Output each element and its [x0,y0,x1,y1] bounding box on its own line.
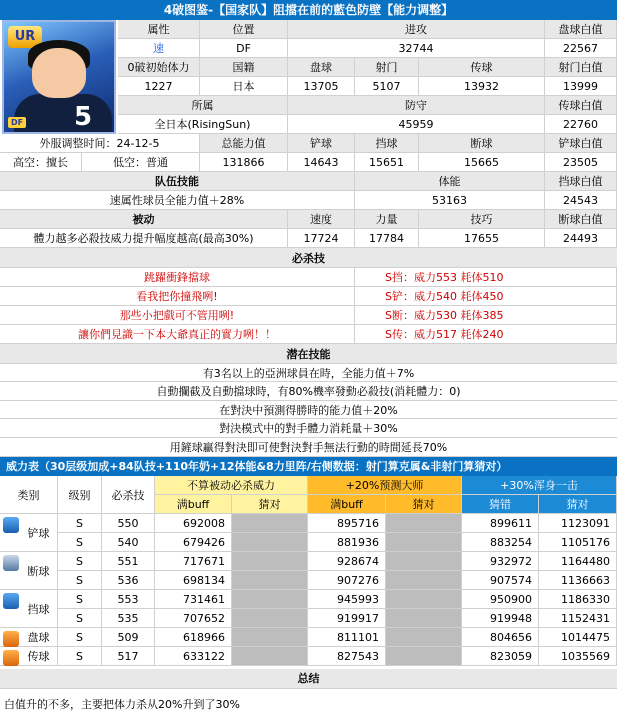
category-cell: 断球 [0,552,58,590]
block-value: 15651 [355,153,419,172]
pass-label: 传球 [419,58,545,77]
cell-e: 804656 [462,628,539,647]
special-title: 必杀技 [0,248,617,268]
summary-text: 白值升的不多，主要把体力杀从20%升到了30% [4,698,240,711]
shoot-white-value: 13999 [545,77,617,96]
total-value: 131866 [200,153,288,172]
cell-level: S [58,647,102,666]
tackle-icon [3,517,19,533]
intercept-value: 15665 [419,153,545,172]
block-white-value: 24543 [545,191,617,210]
summary-title: 总结 [0,669,617,689]
tackle-white-value: 23505 [545,153,617,172]
category-cell: 传球 [0,647,58,666]
latent-item-2: 自動攔截及自動擋球時，有80%機率發動必殺技(消耗體力：0) [0,382,617,401]
pass-value: 13932 [419,77,545,96]
power-table-title: 威力表（30层级加成+84队技+110年奶+12体能&8力里阵/右侧数据：射门算克属&非射门算猜对） [0,457,617,476]
cell-e: 919948 [462,609,539,628]
table-row [58,647,617,666]
cell-a: 707652 [155,609,232,628]
defense-value: 45959 [288,115,545,134]
tackle-white-label: 铲球白值 [545,134,617,153]
cell-c: 945993 [308,590,386,609]
passive-value: 體力越多必殺技威力提升幅度越高(最高30%) [0,229,288,248]
cell-level: S [58,533,102,552]
cell-empty [386,514,462,533]
dribble-label: 盘球 [288,58,355,77]
col-category: 类别 [0,476,58,514]
tackle-label: 铲球 [288,134,355,153]
cell-skill: 550 [102,514,155,533]
power-value: 17784 [355,229,419,248]
cell-f: 1123091 [539,514,617,533]
power-label: 力量 [355,210,419,229]
cell-empty [232,647,308,666]
defense-label: 防守 [288,96,545,115]
cell-f: 1186330 [539,590,617,609]
passive-label: 被动 [0,210,288,229]
pass-white-label: 传球白值 [545,96,617,115]
special-info-1: S挡：威力553 耗体510 [355,268,617,287]
category-cell: 挡球 [0,590,58,628]
tackle-value: 14643 [288,153,355,172]
cell-c: 928674 [308,552,386,571]
cell-a: 731461 [155,590,232,609]
special-name-1: 跳躍衝鋒擋球 [0,268,355,287]
intercept-white-value: 24493 [545,229,617,248]
speed-label: 速度 [288,210,355,229]
table-row [58,609,617,628]
cell-e: 907574 [462,571,539,590]
cell-f: 1105176 [539,533,617,552]
team-value: 全日本(RisingSun) [118,115,288,134]
team-skill-value: 速属性球员全能力值＋28% [0,191,355,210]
special-name-2: 看我把你撞飛咧! [0,287,355,306]
cell-empty [232,590,308,609]
cell-e: 823059 [462,647,539,666]
cell-e: 899611 [462,514,539,533]
cell-f: 1035569 [539,647,617,666]
pass-white-value: 22760 [545,115,617,134]
cell-empty [232,533,308,552]
init-stamina-label: 0破初始体力 [118,58,200,77]
cell-skill: 535 [102,609,155,628]
cell-c: 881936 [308,533,386,552]
shoot-white-label: 射门白值 [545,58,617,77]
cell-level: S [58,628,102,647]
nation-value: 日本 [200,77,288,96]
player-card-image [2,20,116,134]
intercept-white-label: 断球白值 [545,210,617,229]
cell-empty [386,590,462,609]
cell-skill: 540 [102,533,155,552]
cell-skill: 553 [102,590,155,609]
cell-c: 827543 [308,647,386,666]
cell-f: 1136663 [539,571,617,590]
cell-a: 717671 [155,552,232,571]
high-ball: 高空：擅长 [0,153,82,172]
category-cell: 盘球 [0,628,58,647]
player-face [32,48,86,98]
latent-item-4: 對決模式中的對手體力消耗量＋30% [0,419,617,438]
group-predict: +20%预测大师 [308,476,462,495]
cell-empty [386,628,462,647]
cell-f: 1014475 [539,628,617,647]
table-row [58,571,617,590]
table-row [58,514,617,533]
cell-c: 895716 [308,514,386,533]
cell-f: 1164480 [539,552,617,571]
cell-skill: 536 [102,571,155,590]
team-label: 所属 [118,96,288,115]
latent-item-1: 有3名以上的亞洲球員在時，全能力值＋7% [0,364,617,382]
dribble-white-value: 22567 [545,39,617,58]
nation-label: 国籍 [200,58,288,77]
cell-level: S [58,514,102,533]
special-name-4: 讓你們見識一下本大爺真正的實力咧！！ [0,325,355,344]
technique-value: 17655 [419,229,545,248]
cell-empty [386,571,462,590]
cell-level: S [58,590,102,609]
col-level: 级别 [58,476,102,514]
sub-guess-2: 猜对 [386,495,462,514]
speed-value: 17724 [288,229,355,248]
sub-guess-1: 猜对 [232,495,308,514]
group-no-passive: 不算被动必杀威力 [155,476,308,495]
special-info-3: S断：威力530 耗体385 [355,306,617,325]
jersey [14,94,112,134]
cell-empty [232,571,308,590]
init-stamina-value: 1227 [118,77,200,96]
sub-full-1: 满buff [155,495,232,514]
block-icon [3,593,19,609]
cell-c: 919917 [308,609,386,628]
group-all-out: +30%浑身一击 [462,476,617,495]
block-white-label: 挡球白值 [545,172,617,191]
cell-e: 932972 [462,552,539,571]
cell-empty [386,552,462,571]
shoot-value: 5107 [355,77,419,96]
cell-empty [232,609,308,628]
cell-skill: 517 [102,647,155,666]
table-row [58,628,617,647]
category-cell: 铲球 [0,514,58,552]
dribble-value: 13705 [288,77,355,96]
cell-level: S [58,609,102,628]
table-row [58,533,617,552]
jersey-number: 5 [74,102,93,132]
cell-empty [386,609,462,628]
cell-empty [386,533,462,552]
table-row [58,552,617,571]
attack-value: 32744 [288,39,545,58]
cell-empty [386,647,462,666]
cell-empty [232,552,308,571]
pass-icon [3,650,19,666]
team-skill-label: 队伍技能 [0,172,355,191]
technique-label: 技巧 [419,210,545,229]
sub-wrong-3: 猜错 [462,495,539,514]
latent-title: 潜在技能 [0,344,617,364]
cell-a: 692008 [155,514,232,533]
sub-full-2: 满buff [308,495,386,514]
sub-guess-3: 猜对 [539,495,617,514]
attack-label: 进攻 [288,20,545,39]
attr-label: 属性 [118,20,200,39]
special-info-4: S传：威力517 耗体240 [355,325,617,344]
low-ball: 低空：普通 [82,153,200,172]
cell-e: 883254 [462,533,539,552]
cell-c: 811101 [308,628,386,647]
cell-empty [232,628,308,647]
cell-level: S [58,552,102,571]
cell-empty [232,514,308,533]
dribble-icon [3,631,19,647]
cell-e: 950900 [462,590,539,609]
cell-a: 633122 [155,647,232,666]
cell-f: 1152431 [539,609,617,628]
cell-skill: 551 [102,552,155,571]
position-badge: DF [8,117,26,128]
latent-item-5: 用鏟球贏得對決即可使對決對手無法行動的時間延長70% [0,438,617,457]
position-label: 位置 [200,20,288,39]
cell-a: 698134 [155,571,232,590]
latent-item-3: 在對決中預測得勝時的能力值＋20% [0,401,617,419]
intercept-icon [3,555,19,571]
total-label: 总能力值 [200,134,288,153]
special-info-2: S铲：威力540 耗体450 [355,287,617,306]
cell-c: 907276 [308,571,386,590]
position-value: DF [200,39,288,58]
server-date: 外服调整时间：24-12-5 [0,134,200,153]
shoot-label: 射门 [355,58,419,77]
ur-badge: UR [8,26,42,48]
block-label: 挡球 [355,134,419,153]
table-row [58,590,617,609]
special-name-3: 那些小把戲可不管用咧! [0,306,355,325]
attr-value: 速 [118,39,200,58]
stamina-label: 体能 [355,172,545,191]
stamina-value: 53163 [355,191,545,210]
cell-level: S [58,571,102,590]
cell-a: 618966 [155,628,232,647]
cell-a: 679426 [155,533,232,552]
col-skill: 必杀技 [102,476,155,514]
dribble-white-label: 盘球白值 [545,20,617,39]
intercept-label: 断球 [419,134,545,153]
page-title: 4破图鉴-【国家队】阻擋在前的藍色防壁【能力调整】 [0,0,617,20]
cell-skill: 509 [102,628,155,647]
